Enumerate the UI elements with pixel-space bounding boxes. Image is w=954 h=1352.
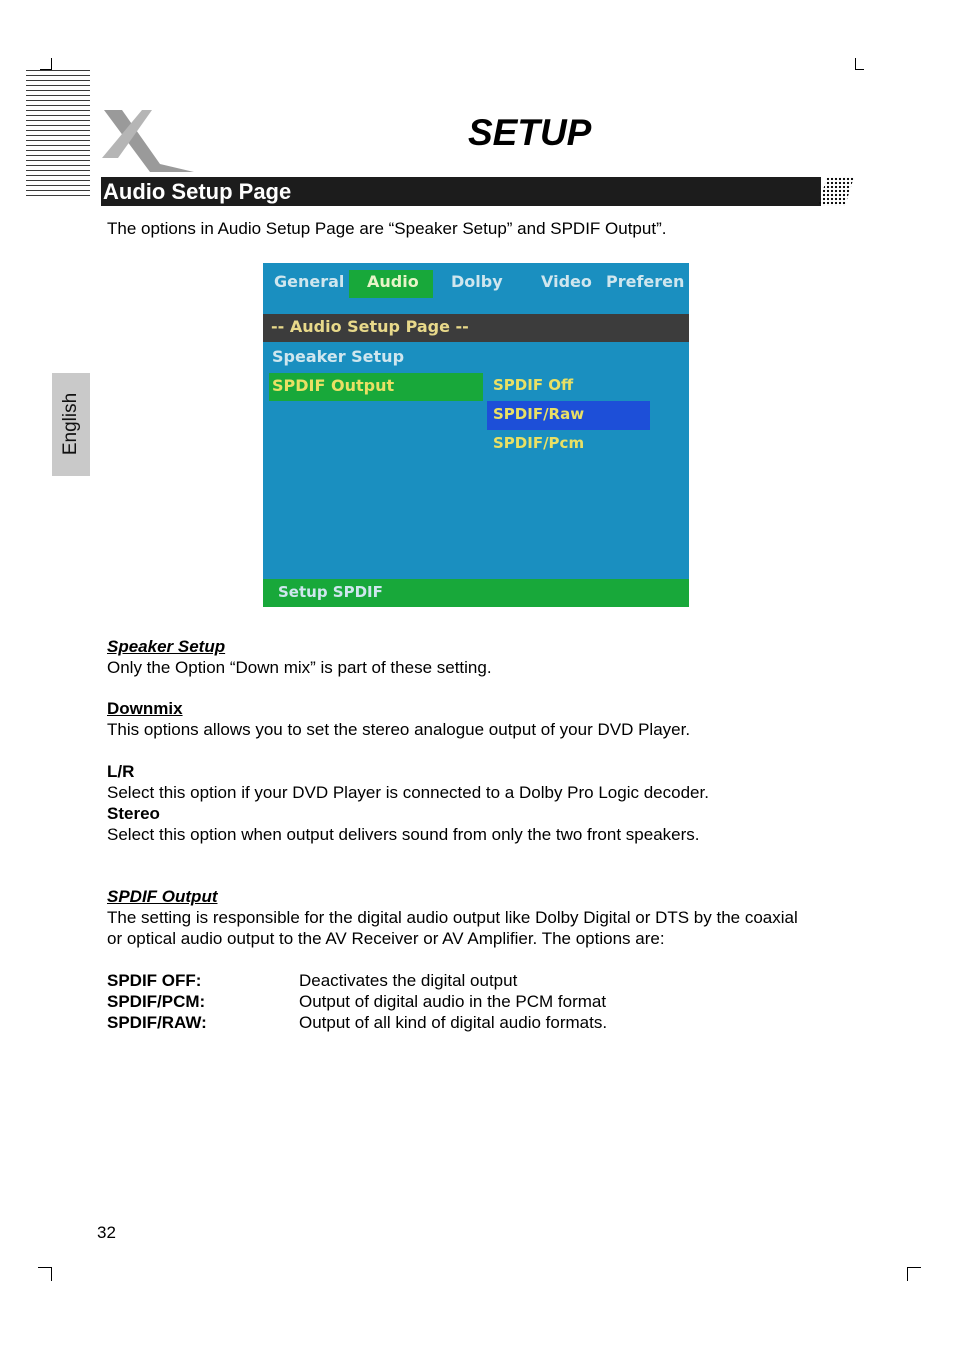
crop-mark-bottom-left [38,1267,52,1281]
definition-desc: Output of all kind of digital audio formats. [299,1013,608,1032]
osd-tab-general: General [274,272,345,291]
spdif-output-text-line-1: The setting is responsible for the digital audio output like Dolby Digital or DTS by the coaxial [107,908,798,927]
downmix-text: This options allows you to set the stereo analogue output of your DVD Player. [107,720,691,739]
definition-desc: Output of digital audio in the PCM format [299,992,607,1011]
section-title: SETUP [468,112,592,153]
osd-tab-dolby: Dolby [451,272,503,291]
page-header-bar [101,177,821,206]
page-header-title: Audio Setup Page [103,179,292,204]
stereo-heading: Stereo [107,804,160,823]
crop-mark-bottom-right [907,1267,921,1281]
speaker-setup-heading: Speaker Setup [107,637,226,656]
speaker-setup-text: Only the Option “Down mix” is part of these setting. [107,658,492,677]
osd-title: -- Audio Setup Page -- [271,317,469,336]
intro-text: The options in Audio Setup Page are “Speaker Setup” and SPDIF Output”. [107,219,667,238]
stereo-text: Select this option when output delivers sound from only the two front speakers. [107,825,700,844]
osd-item-speaker-setup: Speaker Setup [272,347,405,366]
spdif-output-text-line-2: or optical audio output to the AV Receiver or AV Amplifier. The options are: [107,929,665,948]
osd-option-spdif-raw: SPDIF/Raw [493,405,585,423]
definition-term: SPDIF/PCM: [107,992,206,1011]
page-number: 32 [97,1223,116,1242]
osd-item-spdif-output: SPDIF Output [272,376,395,395]
language-tab [52,373,90,476]
crop-mark-top-left [40,58,52,70]
osd-tab-video: Video [541,272,592,291]
osd-tab-preferences: Preferen [606,272,685,291]
osd-status-text: Setup SPDIF [278,583,383,601]
osd-status-bar [263,579,689,607]
definition-term: SPDIF OFF: [107,971,202,990]
brand-logo [100,108,196,174]
decorative-stripes [26,70,90,200]
definition-desc: Deactivates the digital output [299,971,518,990]
osd-option-spdif-pcm: SPDIF/Pcm [493,434,585,452]
crop-mark-top-right [855,58,864,70]
downmix-heading: Downmix [107,699,183,718]
osd-title-bar [263,314,689,342]
definition-term: SPDIF/RAW: [107,1013,207,1032]
lr-heading: L/R [107,762,135,781]
header-dot-pattern [818,177,854,206]
osd-screenshot [263,263,689,607]
lr-text: Select this option if your DVD Player is connected to a Dolby Pro Logic decoder. [107,783,709,802]
osd-option-spdif-off: SPDIF Off [493,376,574,394]
language-label: English [60,392,81,456]
osd-tab-audio: Audio [367,272,419,291]
spdif-output-heading: SPDIF Output [107,887,218,906]
